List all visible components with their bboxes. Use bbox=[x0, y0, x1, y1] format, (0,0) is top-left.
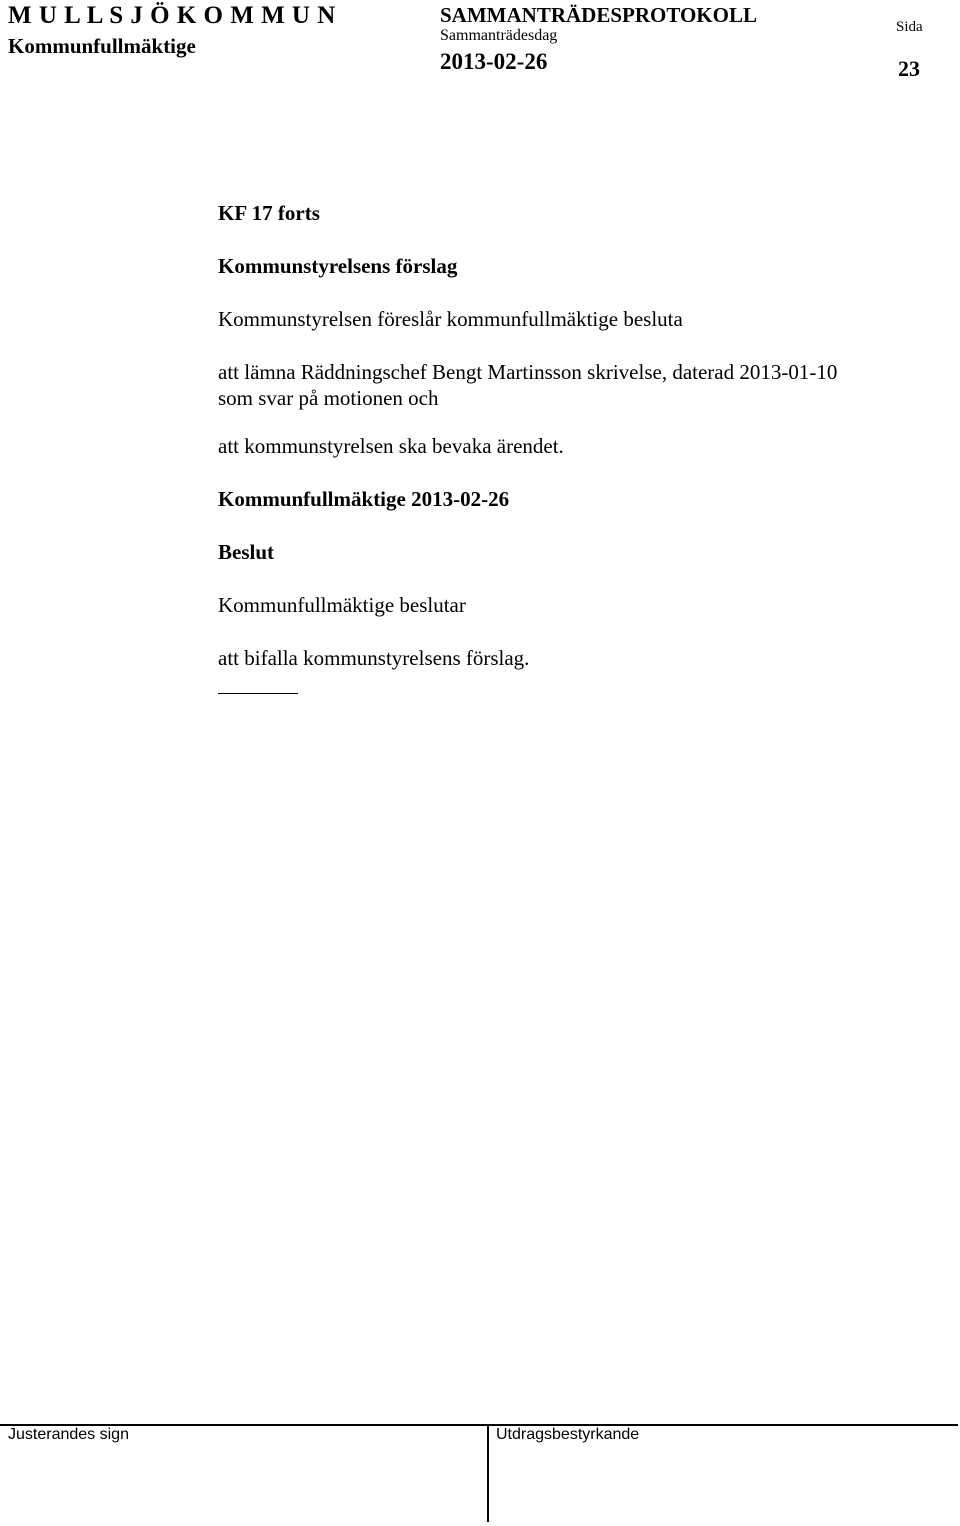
page-label: Sida bbox=[896, 19, 923, 35]
proposal-item-2: att kommunstyrelsen ska bevaka ärendet. bbox=[218, 434, 564, 458]
decision-intro: Kommunfullmäktige beslutar bbox=[218, 593, 466, 617]
section-title: KF 17 forts bbox=[218, 201, 320, 225]
governing-body-name: Kommunfullmäktige bbox=[8, 34, 196, 58]
municipality-name: M U L L S J Ö K O M M U N bbox=[8, 2, 336, 29]
meeting-date-label: Sammanträdesdag bbox=[440, 27, 558, 44]
decision-heading: Beslut bbox=[218, 540, 275, 564]
proposal-heading: Kommunstyrelsens förslag bbox=[218, 254, 458, 278]
footer-rule bbox=[0, 1424, 958, 1426]
meeting-heading: Kommunfullmäktige 2013-02-26 bbox=[218, 487, 510, 511]
page-number: 23 bbox=[898, 56, 920, 81]
document-type: SAMMANTRÄDESPROTOKOLL bbox=[440, 3, 757, 27]
proposal-intro: Kommunstyrelsen föreslår kommunfullmäktige besluta bbox=[218, 307, 683, 331]
meeting-date: 2013-02-26 bbox=[440, 49, 548, 74]
end-of-section-rule bbox=[218, 693, 298, 694]
decision-item: att bifalla kommunstyrelsens förslag. bbox=[218, 646, 530, 670]
footer-divider bbox=[487, 1424, 489, 1522]
extract-certification-label: Utdragsbestyrkande bbox=[496, 1426, 640, 1443]
proposal-item-1-line-2: som svar på motionen och bbox=[218, 386, 439, 410]
adjuster-signature-label: Justerandes sign bbox=[8, 1426, 129, 1443]
proposal-item-1-line-1: att lämna Räddningschef Bengt Martinsson skrivelse, daterad 2013-01-10 bbox=[218, 360, 838, 384]
